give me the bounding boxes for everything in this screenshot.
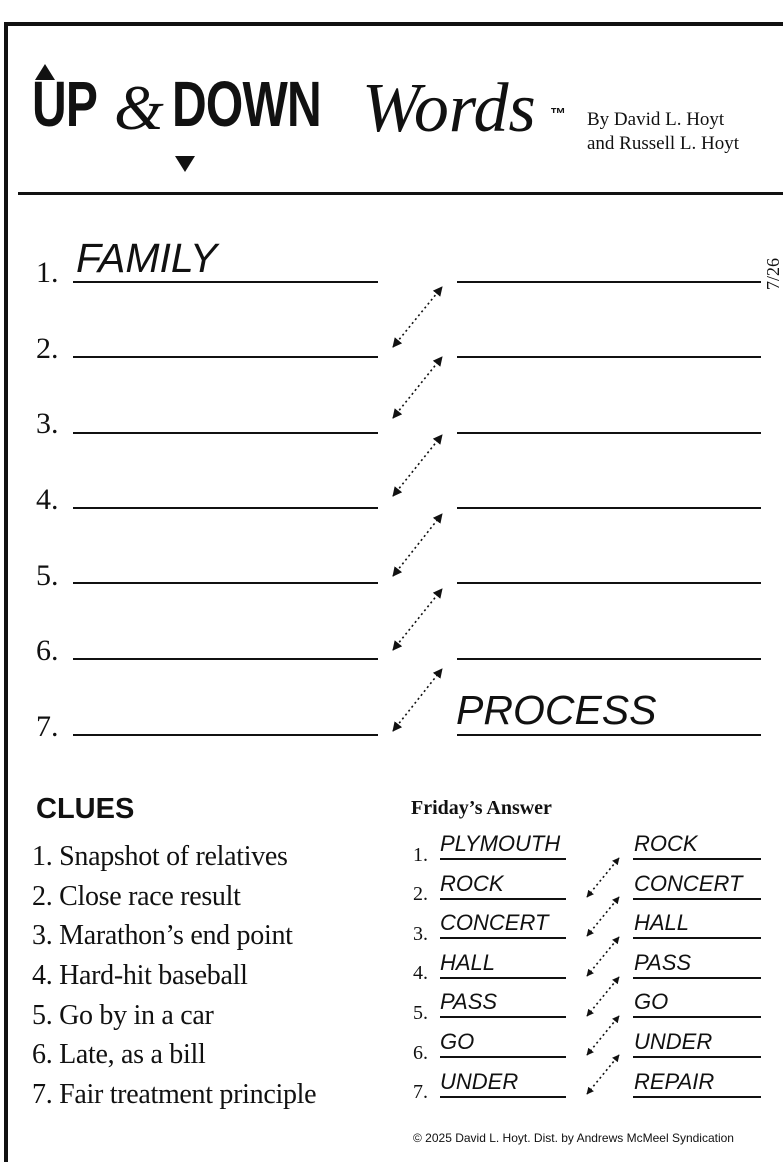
- arrow-icon: [393, 514, 442, 576]
- answer-left-word: GO: [440, 1029, 475, 1054]
- logo-ampersand: &: [114, 72, 164, 143]
- row-number: 1.: [36, 256, 59, 289]
- answer-number: 6.: [413, 1042, 428, 1064]
- answer-line: [440, 1056, 566, 1058]
- clue-1: 1. Snapshot of relatives: [32, 841, 288, 872]
- clue-4: 4. Hard-hit baseball: [32, 960, 248, 991]
- row-number: 7.: [36, 710, 59, 743]
- answer-left-word: HALL: [440, 950, 496, 975]
- answer-left-word: UNDER: [440, 1069, 519, 1094]
- answer-arrow-icon: [587, 977, 619, 1016]
- logo-up: UP: [32, 68, 98, 140]
- arrow-icon: [393, 589, 442, 650]
- row-number: 3.: [36, 407, 59, 440]
- answer-left-word: ROCK: [440, 871, 504, 896]
- clue-5: 5. Go by in a car: [32, 1000, 214, 1031]
- answer-line: [440, 898, 566, 900]
- clue-6: 6. Late, as a bill: [32, 1039, 206, 1070]
- byline-line-2: and Russell L. Hoyt: [587, 133, 739, 154]
- trademark: ™: [550, 106, 566, 123]
- copyright: © 2025 David L. Hoyt. Dist. by Andrews McMeel Syndication: [413, 1131, 734, 1145]
- row-number: 5.: [36, 559, 59, 592]
- answer-number: 3.: [413, 923, 428, 945]
- clue-3: 3. Marathon’s end point: [32, 920, 293, 951]
- answer-line: [633, 1016, 761, 1018]
- answer-right-word: UNDER: [634, 1029, 713, 1054]
- answer-number: 7.: [413, 1081, 428, 1103]
- end-word: PROCESS: [456, 687, 657, 733]
- answer-line: [633, 937, 761, 939]
- answer-number: 4.: [413, 962, 428, 984]
- arrow-icon: [393, 669, 442, 731]
- answer-right-word: CONCERT: [634, 871, 743, 896]
- start-word: FAMILY: [76, 235, 218, 281]
- row-number: 4.: [36, 483, 59, 516]
- answer-number: 5.: [413, 1002, 428, 1024]
- answer-line: [440, 1016, 566, 1018]
- answer-title: Friday’s Answer: [411, 797, 552, 819]
- answer-number: 1.: [413, 844, 428, 866]
- logo-down: DOWN: [172, 68, 321, 140]
- answer-line: [633, 898, 761, 900]
- answer-right-word: REPAIR: [634, 1069, 715, 1094]
- answer-line: [633, 977, 761, 979]
- arrow-icon: [393, 357, 442, 418]
- arrow-icon: [393, 435, 442, 496]
- answer-line: [633, 1056, 761, 1058]
- answer-arrow-icon: [587, 1055, 619, 1094]
- answer-arrow-icon: [587, 1016, 619, 1055]
- byline-line-1: By David L. Hoyt: [587, 109, 725, 130]
- answer-right-word: HALL: [634, 910, 690, 935]
- answer-line: [440, 977, 566, 979]
- answer-left-word: PASS: [440, 989, 498, 1014]
- logo-words: Words: [362, 70, 536, 147]
- row-number: 2.: [36, 332, 59, 365]
- clue-2: 2. Close race result: [32, 881, 241, 912]
- answer-number: 2.: [413, 883, 428, 905]
- answer-line: [633, 1096, 761, 1098]
- answer-line: [440, 937, 566, 939]
- clues-title: CLUES: [36, 793, 135, 825]
- answer-right-word: ROCK: [634, 831, 698, 856]
- answer-right-word: PASS: [634, 950, 692, 975]
- date-label: 7/26: [763, 257, 783, 290]
- answer-arrow-icon: [587, 897, 619, 936]
- answer-line: [440, 858, 566, 860]
- arrow-icon: [393, 287, 442, 347]
- answer-line: [633, 858, 761, 860]
- answer-line: [440, 1096, 566, 1098]
- answer-left-word: CONCERT: [440, 910, 549, 935]
- answer-right-word: GO: [634, 989, 669, 1014]
- answer-arrow-icon: [587, 937, 619, 976]
- answer-arrow-icon: [587, 858, 619, 897]
- answer-left-word: PLYMOUTH: [440, 831, 561, 856]
- clue-7: 7. Fair treatment principle: [32, 1079, 317, 1110]
- row-number: 6.: [36, 634, 59, 667]
